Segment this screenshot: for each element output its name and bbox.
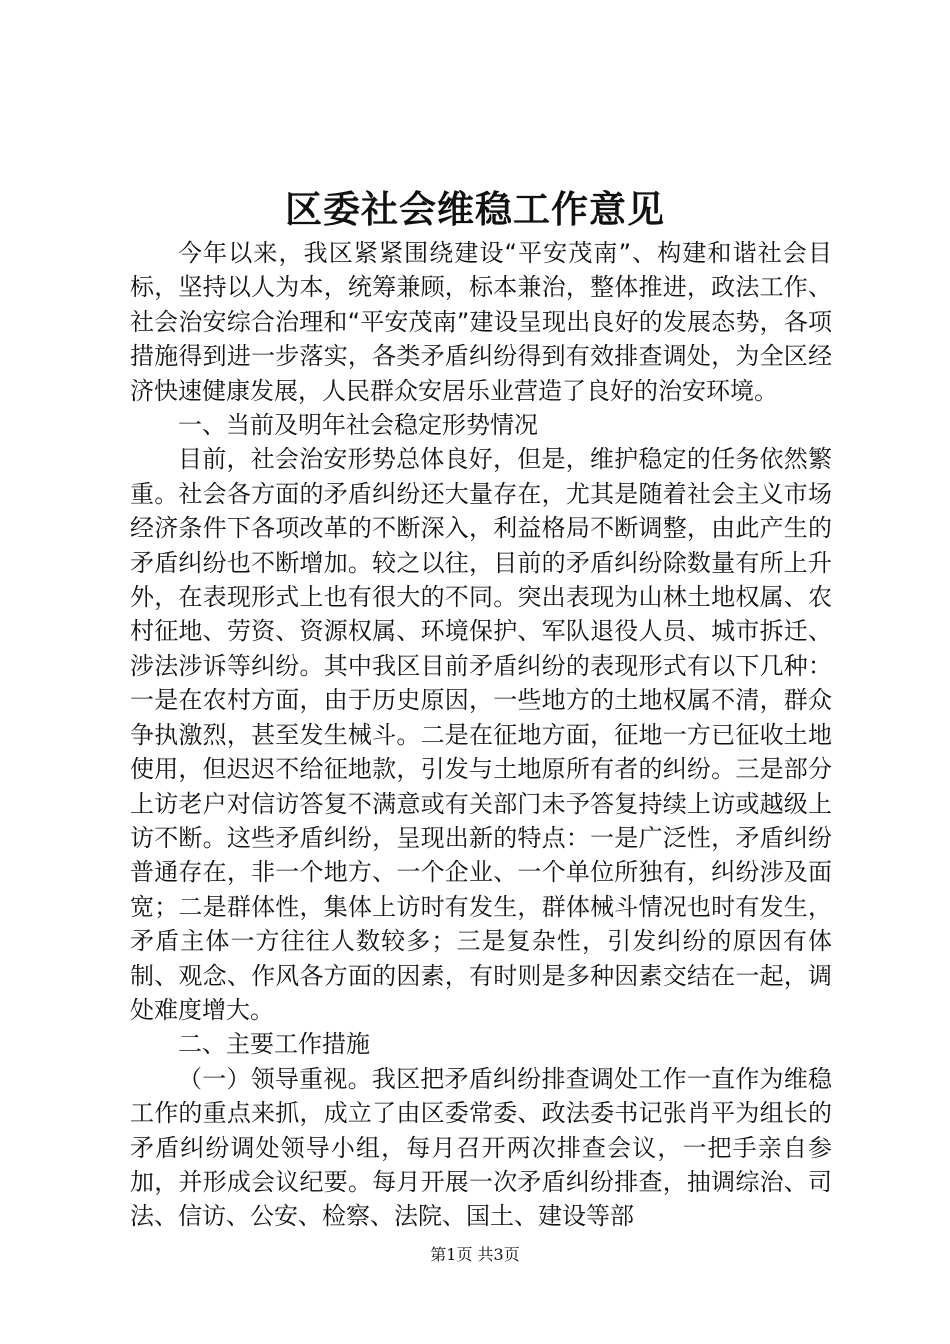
intro-paragraph: 今年以来，我区紧紧围绕建设“平安茂南”、构建和谐社会目标，坚持以人为本，统筹兼顾，标本兼治，整体推进，政法工作、社会治安综合治理和“平安茂南”建设呈现出良好的发展态势，各项措施得到进一步落实，各类矛盾纠纷得到有效排查调处，为全区经济快速健康发展，人民群众安居乐业营造了良好的治安环境。 [130, 239, 832, 405]
section-heading-2: 二、主要工作措施 [178, 1030, 370, 1059]
situation-paragraph: 目前，社会治安形势总体良好，但是，维护稳定的任务依然繁重。社会各方面的矛盾纠纷还大量存在，尤其是随着社会主义市场经济条件下各项改革的不断深入，利益格局不断调整，由此产生的矛盾纠纷也不断增加。较之以往，目前的矛盾纠纷除数量有所上升外，在表现形式上也有很大的不同。突出表现为山林土地权属、农村征地、劳资、资源权属、环境保护、军队退役人员、城市拆迁、涉法涉诉等纠纷。其中我区目前矛盾纠纷的表现形式有以下几种：一是在农村方面，由于历史原因，一些地方的土地权属不清，群众争执激烈，甚至发生械斗。二是在征地方面，征地一方已征收土地使用，但迟迟不给征地款，引发与土地原所有者的纠纷。三是部分上访老户对信访答复不满意或有关部门未予答复持续上访或越级上访不断。这些矛盾纠纷，呈现出新的特点：一是广泛性，矛盾纠纷普通存在，非一个地方、一个企业、一个单位所独有，纠纷涉及面宽；二是群体性，集体上访时有发生，群体械斗情况也时有发生，矛盾主体一方往往人数较多；三是复杂性，引发纠纷的原因有体制、观念、作风各方面的因素，有时则是多种因素交结在一起，调处难度增大。 [130, 445, 832, 1024]
document-title: 区委社会维稳工作意见 [285, 187, 665, 231]
measures-paragraph: （一）领导重视。我区把矛盾纠纷排查调处工作一直作为维稳工作的重点来抓，成立了由区委常委、政法委书记张肖平为组长的矛盾纠纷调处领导小组，每月召开两次排查会议，一把手亲自参加，并形成会议纪要。每月开展一次矛盾纠纷排查，抽调综治、司法、信访、公安、检察、法院、国土、建设等部 [130, 1064, 832, 1231]
document-body [130, 236, 832, 1234]
page-number-footer: 第1页 共3页 [430, 1245, 520, 1264]
section-heading-1: 一、当前及明年社会稳定形势情况 [178, 411, 538, 440]
